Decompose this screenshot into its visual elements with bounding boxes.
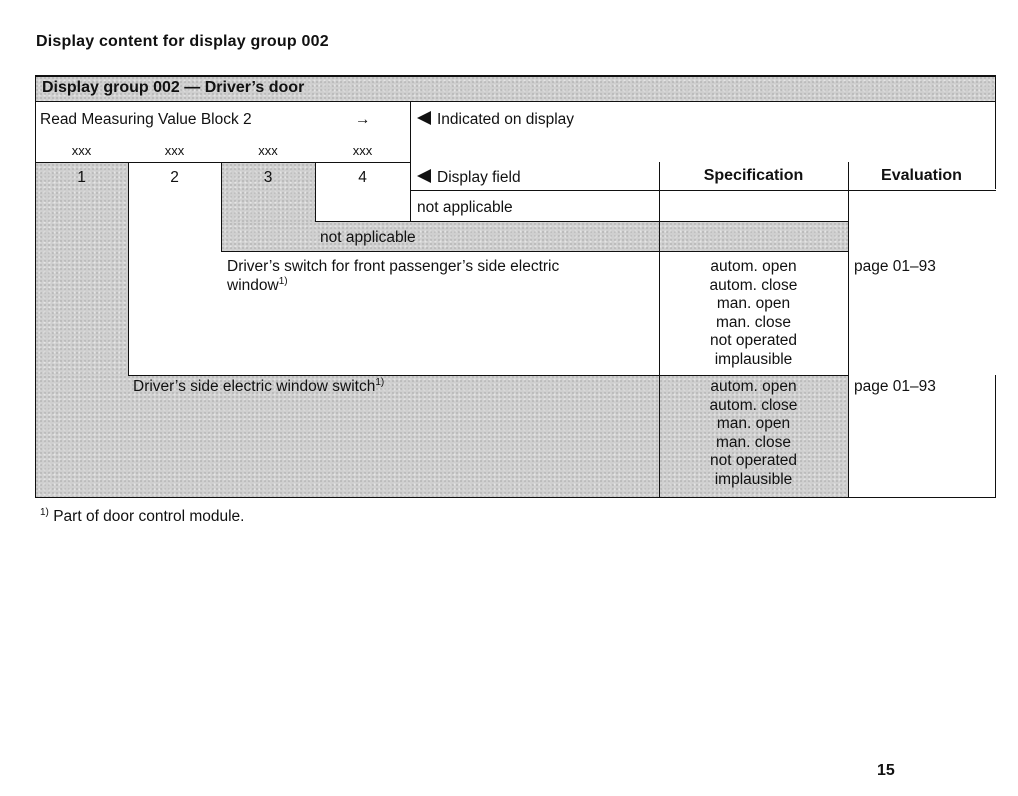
xxx-1: xxx [71, 143, 92, 158]
field4-not-applicable: not applicable [417, 199, 513, 216]
triangle-left-icon [417, 111, 431, 125]
spec-item: autom. open [710, 258, 797, 275]
spec-item: man. close [716, 433, 791, 451]
arrow-right-icon: → [355, 111, 371, 128]
specification-header: Specification [703, 167, 804, 184]
indicated-on-display: Indicated on display [417, 111, 574, 130]
read-block-label: Read Measuring Value Block 2 [40, 111, 252, 128]
xxx-3: xxx [258, 143, 278, 158]
spec-item: autom. open [710, 378, 797, 395]
spec-item: man. open [716, 295, 791, 312]
spec-item: autom. close [709, 276, 798, 294]
field3-not-applicable: not applicable [320, 229, 416, 246]
evaluation-header: Evaluation [881, 167, 962, 184]
display-field-label: Display field [417, 169, 521, 188]
spec-item: man. close [716, 313, 791, 331]
field1-evaluation: page 01–93 [854, 378, 936, 395]
xxx-2: xxx [164, 143, 185, 158]
field2-label-line1: Driver’s switch for front passenger’s side electric [227, 258, 560, 275]
xxx-4: xxx [352, 143, 373, 158]
spec-item: not operated [709, 452, 798, 469]
spec-item: not operated [709, 332, 798, 349]
spec-item: man. open [716, 415, 791, 432]
display-group-title: Display group 002 — Driver’s door [42, 79, 305, 96]
field-number-2: 2 [170, 169, 179, 186]
page-title: Display content for display group 002 [36, 33, 329, 50]
field1-column-shade [35, 163, 128, 375]
field2-spec-list [659, 258, 848, 369]
field1-spec-list [659, 378, 848, 489]
spec-item: implausible [714, 470, 793, 488]
field-number-4: 4 [358, 169, 367, 186]
field-number-3: 3 [263, 169, 273, 186]
page-number: 15 [877, 762, 895, 779]
field2-label-line2: window$^{1)}$ [227, 276, 288, 294]
spec-item: autom. close [709, 396, 798, 414]
spec-item: implausible [714, 350, 793, 368]
field1-label: Driver’s side electric window switch$^{1)}$ [133, 377, 385, 395]
triangle-left-icon [417, 169, 431, 183]
field3-row-shade [221, 222, 848, 251]
field-number-1: 1 [77, 169, 86, 186]
footnote: $^{1)}$ Part of door control module. [40, 507, 245, 525]
field2-evaluation: page 01–93 [854, 258, 936, 275]
